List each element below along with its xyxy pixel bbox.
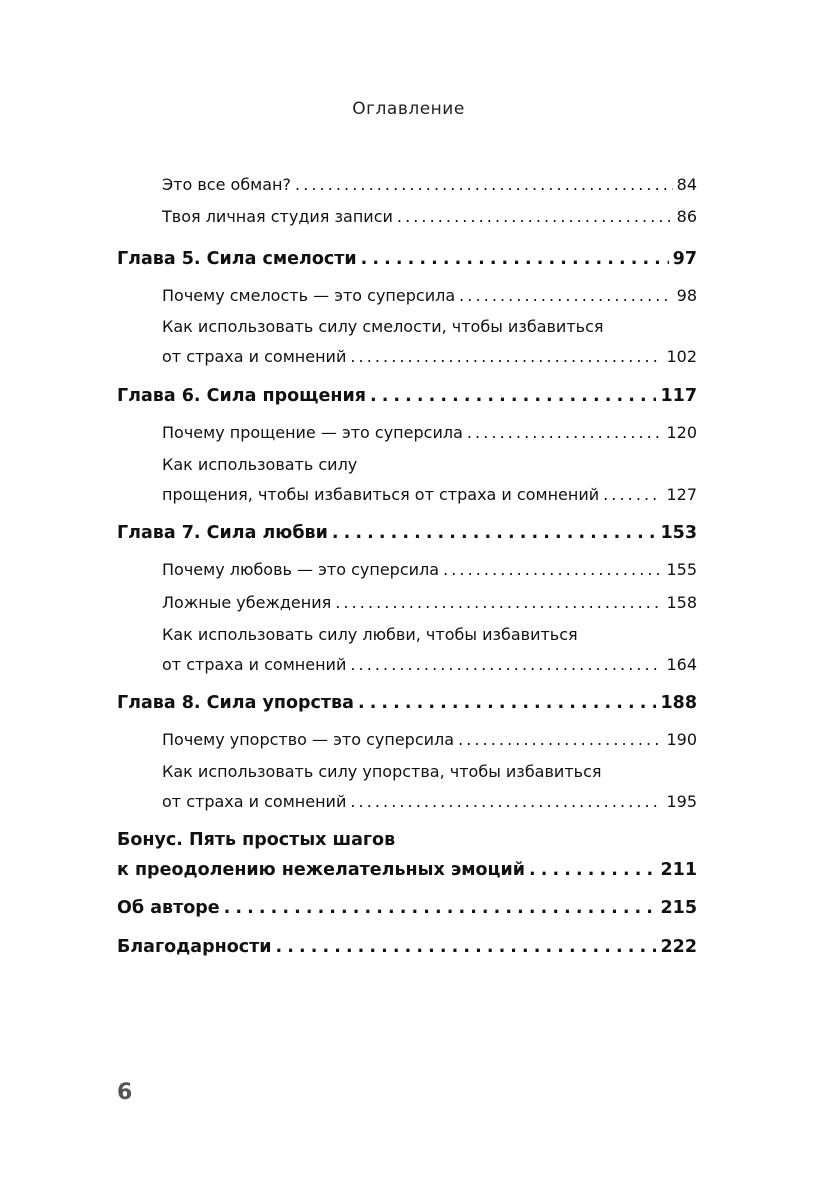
toc-entry[interactable]: [162, 450, 697, 510]
toc-chapter-page: 153: [660, 523, 697, 543]
toc-entry-page: 155: [666, 560, 697, 579]
toc-chapter-title: Глава 5. Сила смелости: [117, 249, 357, 269]
dot-leader: [397, 202, 673, 232]
dot-leader: [458, 725, 662, 755]
dot-leader: [276, 932, 657, 962]
toc-chapter-page: 215: [660, 898, 697, 918]
toc-bonus[interactable]: [117, 825, 697, 885]
toc-entry-title-line1: Как использовать силу упорства, чтобы избавиться: [162, 762, 602, 781]
toc-entry-page: 98: [676, 286, 697, 305]
toc-entry[interactable]: [162, 312, 697, 372]
toc-entry-title: Твоя личная студия записи: [162, 207, 393, 226]
toc-entry-title-line2: прощения, чтобы избавиться от страха и сомнений: [162, 485, 600, 504]
toc-chapter-page: 188: [660, 693, 697, 713]
dot-leader: [335, 588, 662, 618]
toc-entry-page: 195: [666, 792, 697, 811]
running-head: Оглавление: [352, 99, 465, 119]
toc-chapter-title-line2: к преодолению нежелательных эмоций: [117, 860, 526, 880]
dot-leader: [361, 244, 669, 274]
dot-leader: [358, 688, 657, 718]
toc-chapter-8[interactable]: [117, 688, 697, 718]
toc-entry-title-line2: от страха и сомнений: [162, 792, 347, 811]
toc-entry[interactable]: [162, 202, 697, 232]
toc-chapter-title-line1: Бонус. Пять простых шагов: [117, 830, 396, 850]
toc-entry-title: Почему любовь — это суперсила: [162, 560, 440, 579]
toc-entry[interactable]: [162, 418, 697, 448]
toc-entry[interactable]: [162, 757, 697, 817]
dot-leader: [350, 787, 662, 817]
dot-leader: [467, 418, 663, 448]
dot-leader: [603, 480, 662, 510]
toc-acknowledgements[interactable]: [117, 932, 697, 962]
dot-leader: [443, 555, 662, 585]
toc-chapter-page: 211: [660, 860, 697, 880]
toc-chapter-title: Глава 6. Сила прощения: [117, 386, 366, 406]
toc-chapter-page: 117: [660, 386, 697, 406]
toc-entry[interactable]: [162, 281, 697, 311]
toc-entry-title: Почему смелость — это суперсила: [162, 286, 456, 305]
toc-chapter-5[interactable]: [117, 244, 697, 274]
toc-entry-page: 120: [666, 423, 697, 442]
toc-entry-title: Это все обман?: [162, 175, 292, 194]
toc-entry-page: 190: [666, 730, 697, 749]
toc-entry-page: 102: [666, 347, 697, 366]
toc-entry[interactable]: [162, 588, 697, 618]
toc-chapter-7[interactable]: [117, 518, 697, 548]
toc-chapter-title: Об авторе: [117, 898, 220, 918]
toc-chapter-title: Глава 8. Сила упорства: [117, 693, 354, 713]
page-number: 6: [117, 1080, 133, 1105]
toc-chapter-page: 97: [672, 249, 697, 269]
dot-leader: [295, 170, 673, 200]
toc-entry-page: 164: [666, 655, 697, 674]
dot-leader: [350, 650, 662, 680]
toc-entry-page: 158: [666, 593, 697, 612]
toc-entry[interactable]: [162, 555, 697, 585]
dot-leader: [459, 281, 673, 311]
toc-entry-title-line1: Как использовать силу: [162, 455, 358, 474]
toc-chapter-title: Глава 7. Сила любви: [117, 523, 328, 543]
toc-chapter-page: 222: [660, 937, 697, 957]
toc-entry-title-line2: от страха и сомнений: [162, 347, 347, 366]
toc-entry-title-line1: Как использовать силу любви, чтобы избавиться: [162, 625, 578, 644]
toc-entry-title: Почему упорство — это суперсила: [162, 730, 455, 749]
toc-about-author[interactable]: [117, 893, 697, 923]
toc-chapter-title: Благодарности: [117, 937, 272, 957]
toc-entry-title-line2: от страха и сомнений: [162, 655, 347, 674]
toc-chapter-6[interactable]: [117, 381, 697, 411]
dot-leader: [529, 855, 656, 885]
toc-entry[interactable]: [162, 725, 697, 755]
toc-entry[interactable]: [162, 170, 697, 200]
toc-entry-title-line1: Как использовать силу смелости, чтобы избавиться: [162, 317, 604, 336]
toc-entry-title: Почему прощение — это суперсила: [162, 423, 463, 442]
toc-entry-page: 86: [676, 207, 697, 226]
dot-leader: [224, 893, 657, 923]
toc-entry-title: Ложные убеждения: [162, 593, 332, 612]
toc-entry-page: 127: [666, 485, 697, 504]
dot-leader: [370, 381, 657, 411]
dot-leader: [350, 342, 662, 372]
toc-entry[interactable]: [162, 620, 697, 680]
dot-leader: [332, 518, 657, 548]
toc-entry-page: 84: [676, 175, 697, 194]
